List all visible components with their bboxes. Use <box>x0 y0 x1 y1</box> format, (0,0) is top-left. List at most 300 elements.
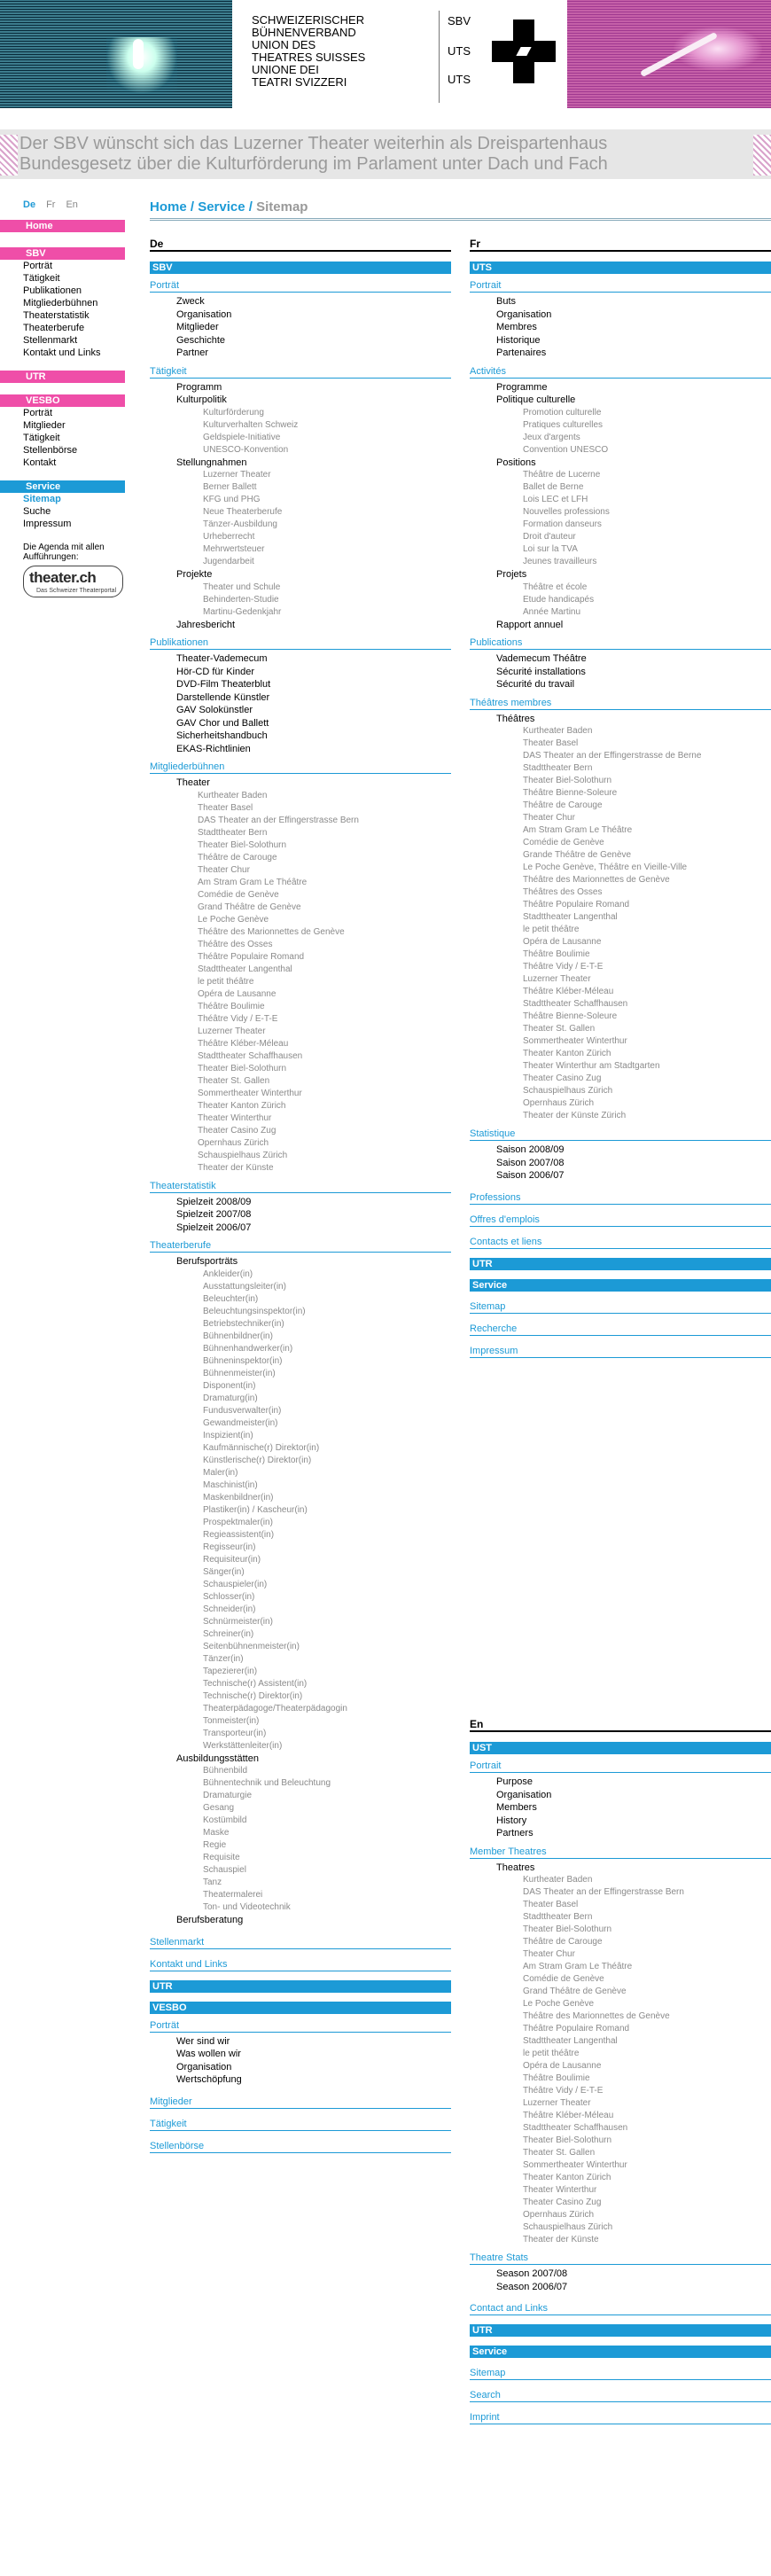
sitemap-sublink[interactable]: Am Stram Gram Le Théâtre <box>198 877 308 887</box>
sitemap-sublink[interactable]: Théâtre de Carouge <box>198 852 277 863</box>
sitemap-sublink[interactable]: Grande Théâtre de Genève <box>523 850 632 860</box>
sitemap-link[interactable]: Organisation <box>176 308 232 320</box>
sidebar-item[interactable]: Stellenbörse <box>23 445 78 456</box>
sitemap-sublink[interactable]: Kulturförderung <box>203 407 264 418</box>
sidebar-item[interactable]: Mitgliederbühnen <box>23 298 98 308</box>
sitemap-link[interactable]: EKAS-Richtlinien <box>176 743 251 754</box>
sidebar-item[interactable]: Mitglieder <box>23 420 66 431</box>
sitemap-sublink[interactable]: Théâtre Bienne-Soleure <box>523 1011 618 1021</box>
sidebar-item[interactable]: Tätigkeit <box>23 273 60 284</box>
sitemap-sublink[interactable]: Luzerner Theater <box>523 974 591 984</box>
sidebar-item[interactable]: Impressum <box>23 519 72 529</box>
sitemap-sublink[interactable]: Luzerner Theater <box>203 470 271 480</box>
sitemap-sublink[interactable]: Am Stram Gram Le Théâtre <box>523 1962 633 1971</box>
sitemap-link[interactable]: Wer sind wir <box>176 2035 230 2047</box>
sitemap-sublink[interactable]: Theater und Schule <box>203 582 281 592</box>
sitemap-sublink[interactable]: Théâtre Populaire Romand <box>523 2024 630 2033</box>
sitemap-sublink[interactable]: Tanz <box>203 1877 222 1887</box>
breadcrumb-service[interactable]: Service <box>198 199 245 215</box>
breadcrumb-home[interactable]: Home <box>150 199 187 215</box>
sitemap-sublink[interactable]: Le Poche Genève <box>523 1999 595 2009</box>
sitemap-sublink[interactable]: Maskenbildner(in) <box>203 1492 274 1503</box>
sitemap-sublink[interactable]: Stadttheater Bern <box>523 763 593 773</box>
sitemap-sublink[interactable]: Behinderten-Studie <box>203 594 279 605</box>
sitemap-sublink[interactable]: Theater Basel <box>523 738 579 748</box>
sidebar-vesbo-header[interactable]: VESBO <box>0 394 125 407</box>
sitemap-sublink[interactable]: Théâtre Populaire Romand <box>523 900 630 909</box>
sitemap-sublink[interactable]: Bühnenhandwerker(in) <box>203 1343 293 1354</box>
sitemap-sublink[interactable]: Betriebstechniker(in) <box>203 1318 284 1329</box>
sitemap-sublink[interactable]: Plastiker(in) / Kascheur(in) <box>203 1504 308 1515</box>
sitemap-subsection[interactable]: Kontakt und Links <box>150 1958 451 1971</box>
news-banner[interactable] <box>0 129 771 179</box>
sitemap-sublink[interactable]: Maler(in) <box>203 1467 238 1478</box>
sitemap-link[interactable]: Season 2007/08 <box>496 2268 568 2279</box>
sitemap-subsection[interactable]: Sitemap <box>470 1300 771 1314</box>
sitemap-sublink[interactable]: Theater Casino Zug <box>198 1125 276 1136</box>
sitemap-sublink[interactable]: Theater Chur <box>523 1949 575 1959</box>
theater-ch-logo[interactable] <box>23 566 123 597</box>
sitemap-sublink[interactable]: Stadttheater Bern <box>523 1912 593 1922</box>
sitemap-link[interactable]: GAV Chor und Ballett <box>176 717 269 729</box>
sitemap-link[interactable]: Jahresbericht <box>176 619 236 630</box>
sitemap-sublink[interactable]: Theater St. Gallen <box>198 1075 270 1086</box>
lang-en[interactable]: En <box>66 199 78 210</box>
sitemap-sublink[interactable]: Theater Kanton Zürich <box>523 2173 611 2182</box>
sitemap-sublink[interactable]: Technische(r) Assistent(in) <box>203 1678 308 1689</box>
sitemap-sublink[interactable]: Théâtre Kléber-Méleau <box>523 2111 614 2120</box>
sitemap-sublink[interactable]: Theatermalerei <box>203 1890 263 1900</box>
sitemap-subsection[interactable]: Portrait <box>470 279 771 293</box>
sitemap-sublink[interactable]: Berner Ballett <box>203 482 257 492</box>
sitemap-section[interactable]: VESBO <box>150 2002 451 2014</box>
sitemap-sublink[interactable]: Stadttheater Schaffhausen <box>523 2123 628 2133</box>
sitemap-sublink[interactable]: Theater der Künste <box>523 2235 599 2244</box>
sitemap-subsection[interactable]: Theatre Stats <box>470 2252 771 2265</box>
sitemap-sublink[interactable]: Comédie de Genève <box>523 838 604 847</box>
sitemap-link[interactable]: Theater <box>176 777 210 788</box>
sitemap-section[interactable]: UST <box>470 1742 771 1754</box>
sitemap-sublink[interactable]: Schneider(in) <box>203 1604 256 1614</box>
sitemap-link[interactable]: Membres <box>496 322 537 332</box>
org-line: THEATRES SUISSES <box>252 51 366 64</box>
sitemap-sublink[interactable]: Théâtre de Carouge <box>523 1937 603 1947</box>
sitemap-sublink[interactable]: Kurtheater Baden <box>198 790 268 800</box>
swiss-cross-logo[interactable] <box>492 20 556 83</box>
sitemap-sublink[interactable]: Sommertheater Winterthur <box>198 1088 302 1098</box>
sidebar-item[interactable]: Kontakt und Links <box>23 347 101 358</box>
sitemap-sublink[interactable]: Theater Kanton Zürich <box>523 1049 611 1058</box>
sitemap-sublink[interactable]: Theater Kanton Zürich <box>198 1100 286 1111</box>
sitemap-link[interactable]: Programme <box>496 381 548 393</box>
sitemap-sublink[interactable]: Theater Winterthur <box>198 1112 272 1123</box>
sitemap-sublink[interactable]: Am Stram Gram Le Théâtre <box>523 825 633 835</box>
sitemap-sublink[interactable]: KFG und PHG <box>203 495 261 504</box>
sitemap-sublink[interactable]: Année Martinu <box>523 606 581 617</box>
sitemap-sublink[interactable]: Théâtre Populaire Romand <box>198 951 305 962</box>
sitemap-sublink[interactable]: Gewandmeister(in) <box>203 1417 278 1428</box>
sitemap-sublink[interactable]: Seitenbühnenmeister(in) <box>203 1641 300 1651</box>
sitemap-sublink[interactable]: Transporteur(in) <box>203 1728 267 1738</box>
sitemap-sublink[interactable]: Theater Chur <box>523 813 575 823</box>
sitemap-sublink[interactable]: Théâtres des Osses <box>523 887 603 897</box>
sitemap-sublink[interactable]: Ausstattungsleiter(in) <box>203 1281 286 1292</box>
sitemap-sublink[interactable]: Sommertheater Winterthur <box>523 2160 627 2170</box>
sitemap-sublink[interactable]: Grand Théâtre de Genève <box>523 1987 627 1996</box>
sitemap-link[interactable]: Wertschöpfung <box>176 2074 242 2085</box>
sitemap-link[interactable]: Historique <box>496 334 541 346</box>
sitemap-sublink[interactable]: Theater Casino Zug <box>523 2197 602 2207</box>
sitemap-subsection[interactable]: Contact and Links <box>470 2302 771 2315</box>
sitemap-sublink[interactable]: Bühnenbildner(in) <box>203 1331 273 1341</box>
sitemap-subsection[interactable]: Tätigkeit <box>150 2118 451 2131</box>
sitemap-subsection[interactable]: Mitgliederbühnen <box>150 761 451 774</box>
sitemap-subsection[interactable]: Sitemap <box>470 2367 771 2380</box>
sitemap-link[interactable]: Organisation <box>496 1789 552 1800</box>
sitemap-subsection[interactable]: Tätigkeit <box>150 365 451 379</box>
sitemap-link[interactable]: Saison 2006/07 <box>496 1170 565 1181</box>
sitemap-sublink[interactable]: Neue Theaterberufe <box>203 507 283 517</box>
sitemap-sublink[interactable]: Regisseur(in) <box>203 1542 256 1552</box>
sitemap-link[interactable]: Vademecum Théâtre <box>496 653 587 664</box>
sitemap-link[interactable]: Geschichte <box>176 334 226 346</box>
sitemap-sublink[interactable]: Pratiques culturelles <box>523 419 604 430</box>
sitemap-sublink[interactable]: Promotion culturelle <box>523 407 602 418</box>
sitemap-sublink[interactable]: Theater Biel-Solothurn <box>523 776 612 785</box>
sitemap-link[interactable]: Spielzeit 2007/08 <box>176 1209 252 1220</box>
sitemap-sublink[interactable]: Gesang <box>203 1803 235 1813</box>
sitemap-sublink[interactable]: Prospektmaler(in) <box>203 1517 273 1527</box>
sitemap-link[interactable]: DVD-Film Theaterblut <box>176 679 271 690</box>
sitemap-link[interactable]: Positions <box>496 457 536 468</box>
sitemap-sublink[interactable]: Theaterpädagoge/Theaterpädagogin <box>203 1703 347 1713</box>
sitemap-sublink[interactable]: Loi sur la TVA <box>523 544 578 554</box>
sitemap-sublink[interactable]: Jugendarbeit <box>203 557 254 566</box>
lang-fr[interactable]: Fr <box>46 199 56 210</box>
sitemap-sublink[interactable]: Tänzer-Ausbildung <box>203 519 277 529</box>
sitemap-link[interactable]: History <box>496 1815 527 1826</box>
sitemap-sublink[interactable]: Requisiteur(in) <box>203 1554 261 1565</box>
sitemap-sublink[interactable]: Lois LEC et LFH <box>523 495 588 504</box>
sitemap-sublink[interactable]: Nouvelles professions <box>523 507 610 517</box>
sitemap-sublink[interactable]: Formation danseurs <box>523 519 602 529</box>
sitemap-sublink[interactable]: Theater St. Gallen <box>523 2148 596 2158</box>
sitemap-sublink[interactable]: Stadttheater Schaffhausen <box>198 1050 303 1061</box>
sitemap-link[interactable]: Sicherheitshandbuch <box>176 730 268 741</box>
sitemap-link[interactable]: Zweck <box>176 296 205 307</box>
sitemap-sublink[interactable]: Théâtre des Marionnettes de Genève <box>198 926 345 937</box>
sitemap-sublink[interactable]: le petit théâtre <box>198 976 254 987</box>
sitemap-sublink[interactable]: Théâtre Kléber-Méleau <box>198 1038 289 1049</box>
sitemap-sublink[interactable]: DAS Theater an der Effingerstrasse de Berne <box>523 751 702 761</box>
sidebar-item[interactable]: Publikationen <box>23 285 82 296</box>
sitemap-link[interactable]: Members <box>496 1802 537 1813</box>
sitemap-link[interactable]: Ausbildungsstätten <box>176 1752 259 1764</box>
sitemap-link[interactable]: Purpose <box>496 1776 533 1787</box>
sitemap-section[interactable]: UTS <box>470 262 771 274</box>
sitemap-sublink[interactable]: Comédie de Genève <box>198 889 279 900</box>
sidebar-item[interactable]: Kontakt <box>23 457 57 468</box>
lang-de[interactable]: De <box>23 199 36 210</box>
sitemap-subsection[interactable]: Portrait <box>470 1760 771 1773</box>
sitemap-sublink[interactable]: le petit théâtre <box>523 2049 580 2058</box>
sitemap-sublink[interactable]: Théâtre des Marionnettes de Genève <box>523 875 670 885</box>
sitemap-sublink[interactable]: Sänger(in) <box>203 1566 245 1577</box>
sitemap-subsection[interactable]: Publications <box>470 636 771 650</box>
sidebar-item[interactable]: Porträt <box>23 408 53 418</box>
sitemap-subsection[interactable]: Porträt <box>150 279 451 293</box>
sitemap-link[interactable]: Projets <box>496 569 527 580</box>
sitemap-sublink[interactable]: Schlosser(in) <box>203 1591 255 1602</box>
sitemap-sublink[interactable]: Theater Winterthur <box>523 2185 597 2195</box>
sitemap-link[interactable]: Kulturpolitik <box>176 394 227 405</box>
sitemap-subsection[interactable]: Stellenmarkt <box>150 1936 451 1949</box>
sitemap-sublink[interactable]: Beleuchter(in) <box>203 1293 259 1304</box>
sitemap-sublink[interactable]: Maschinist(in) <box>203 1479 258 1490</box>
sitemap-link[interactable]: Théâtres <box>496 713 535 724</box>
sitemap-link[interactable]: Saison 2007/08 <box>496 1157 565 1168</box>
sitemap-sublink[interactable]: Stadttheater Langenthal <box>523 2036 618 2046</box>
sitemap-sublink[interactable]: Regie <box>203 1840 227 1850</box>
sitemap-sublink[interactable]: Etude handicapés <box>523 594 595 605</box>
sitemap-link[interactable]: Spielzeit 2008/09 <box>176 1196 252 1207</box>
sitemap-sublink[interactable]: Theater St. Gallen <box>523 1024 596 1034</box>
sitemap-sublink[interactable]: DAS Theater an der Effingerstrasse Bern <box>198 815 359 825</box>
sitemap-subsection[interactable]: Contacts et liens <box>470 1236 771 1249</box>
sitemap-sublink[interactable]: Théâtre Vidy / E-T-E <box>523 2086 604 2096</box>
sitemap-sublink[interactable]: Le Poche Genève <box>198 914 269 925</box>
sitemap-sublink[interactable]: Inspizient(in) <box>203 1430 253 1440</box>
sitemap-sublink[interactable]: Convention UNESCO <box>523 444 609 455</box>
sitemap-link[interactable]: Saison 2008/09 <box>496 1144 565 1155</box>
sitemap-sublink[interactable]: Théâtre Vidy / E-T-E <box>523 962 604 972</box>
sitemap-sublink[interactable]: Requisite <box>203 1853 240 1862</box>
sitemap-sublink[interactable]: Kulturverhalten Schweiz <box>203 419 299 430</box>
sitemap-subsection[interactable]: Publikationen <box>150 636 451 650</box>
sitemap-sublink[interactable]: le petit théâtre <box>523 925 580 934</box>
sidebar-sbv-header[interactable]: SBV <box>0 247 125 260</box>
sitemap-sublink[interactable]: Bühnentechnik und Beleuchtung <box>203 1778 331 1788</box>
sitemap-sublink[interactable]: Schreiner(in) <box>203 1628 254 1639</box>
sitemap-sublink[interactable]: Disponent(in) <box>203 1380 256 1391</box>
sitemap-link[interactable]: Theatres <box>496 1862 535 1873</box>
sitemap-sublink[interactable]: Bühnenbild <box>203 1766 248 1776</box>
sitemap-subsection[interactable]: Theaterberufe <box>150 1239 451 1253</box>
sitemap-section[interactable]: UTR <box>150 1980 451 1993</box>
sitemap-link[interactable]: Theater-Vademecum <box>176 653 268 664</box>
sitemap-sublink[interactable]: Théâtre des Osses <box>198 939 273 949</box>
sitemap-sublink[interactable]: Théâtre Bienne-Soleure <box>523 788 618 798</box>
sitemap-sublink[interactable]: Sommertheater Winterthur <box>523 1036 627 1046</box>
sitemap-sublink[interactable]: Stadttheater Langenthal <box>523 912 618 922</box>
sitemap-sublink[interactable]: Schauspielhaus Zürich <box>523 1086 613 1096</box>
sitemap-sublink[interactable]: Maske <box>203 1828 230 1838</box>
sitemap-sublink[interactable]: Theater Biel-Solothurn <box>198 839 287 850</box>
sitemap-subsection[interactable]: Activités <box>470 365 771 379</box>
sitemap-link[interactable]: Partner <box>176 347 209 358</box>
sidebar-item[interactable]: Suche <box>23 506 51 517</box>
sitemap-subsection[interactable]: Professions <box>470 1191 771 1205</box>
sitemap-sublink[interactable]: Luzerner Theater <box>523 2098 591 2108</box>
sitemap-link[interactable]: Spielzeit 2006/07 <box>176 1222 252 1233</box>
sitemap-sublink[interactable]: Théâtre Vidy / E-T-E <box>198 1013 278 1024</box>
sitemap-sublink[interactable]: Ballet de Berne <box>523 482 584 492</box>
sitemap-sublink[interactable]: Stadttheater Langenthal <box>198 964 292 974</box>
sitemap-sublink[interactable]: Theater Chur <box>198 864 250 875</box>
sitemap-link[interactable]: Mitglieder <box>176 322 219 332</box>
sitemap-subsection[interactable]: Offres d'emplois <box>470 1214 771 1227</box>
sitemap-link[interactable]: GAV Solokünstler <box>176 705 253 715</box>
sitemap-sublink[interactable]: Bühnenmeister(in) <box>203 1368 276 1378</box>
sitemap-sublink[interactable]: Théâtre Kléber-Méleau <box>523 987 614 996</box>
sitemap-subsection[interactable]: Théâtres membres <box>470 697 771 710</box>
sitemap-subsection[interactable]: Statistique <box>470 1128 771 1141</box>
sitemap-section[interactable]: SBV <box>150 262 451 274</box>
sitemap-subsection[interactable]: Member Theatres <box>470 1846 771 1859</box>
sitemap-section[interactable]: Service <box>470 1279 771 1292</box>
sitemap-sublink[interactable]: Grand Théâtre de Genève <box>198 902 301 912</box>
sitemap-link[interactable]: Was wollen wir <box>176 2049 241 2059</box>
sitemap-sublink[interactable]: Theater Biel-Solothurn <box>198 1063 287 1073</box>
sitemap-sublink[interactable]: Luzerner Theater <box>198 1026 266 1036</box>
sitemap-subsection[interactable]: Mitglieder <box>150 2096 451 2109</box>
sitemap-sublink[interactable]: Tapezierer(in) <box>203 1666 258 1676</box>
sidebar-home[interactable]: Home <box>0 220 125 232</box>
sitemap-link[interactable]: Partners <box>496 1828 533 1838</box>
sitemap-subsection[interactable]: Theaterstatistik <box>150 1180 451 1193</box>
banner-headline[interactable]: Bundesgesetz über die Kulturförderung im Parlament unter Dach und Fach <box>19 154 608 174</box>
sitemap-sublink[interactable]: Opéra de Lausanne <box>198 988 276 999</box>
theater-ch-name: theater.ch <box>29 569 97 586</box>
sitemap-link[interactable]: Berufsberatung <box>176 1915 244 1925</box>
sitemap-sublink[interactable]: Theater Basel <box>523 1900 579 1909</box>
sitemap-sublink[interactable]: Théâtre Boulimie <box>523 2073 590 2083</box>
sitemap-sublink[interactable]: Théâtre de Lucerne <box>523 470 601 480</box>
sitemap-sublink[interactable]: Theater Biel-Solothurn <box>523 1924 612 1934</box>
sitemap-sublink[interactable]: Tänzer(in) <box>203 1653 244 1664</box>
sitemap-link[interactable]: Sécurité du travail <box>496 679 575 690</box>
sitemap-subsection[interactable]: Stellenbörse <box>150 2140 451 2153</box>
sitemap-sublink[interactable]: Theater Basel <box>198 802 253 813</box>
sitemap-sublink[interactable]: Opéra de Lausanne <box>523 2061 602 2071</box>
sitemap-link[interactable]: Politique culturelle <box>496 394 576 405</box>
sitemap-sublink[interactable]: Opernhaus Zürich <box>198 1137 269 1148</box>
sitemap-sublink[interactable]: Jeux d'argents <box>523 432 580 442</box>
sitemap-sublink[interactable]: Technische(r) Direktor(in) <box>203 1690 303 1701</box>
sidebar-item[interactable]: Porträt <box>23 261 53 271</box>
sidebar-service-header[interactable]: Service <box>0 480 125 493</box>
sitemap-subsection[interactable]: Porträt <box>150 2019 451 2033</box>
sidebar-item[interactable]: Theaterberufe <box>23 323 85 333</box>
sidebar-item[interactable]: Stellenmarkt <box>23 335 78 346</box>
sitemap-link[interactable]: Darstellende Künstler <box>176 691 270 703</box>
sitemap-sublink[interactable]: Théâtre Boulimie <box>523 949 590 959</box>
sitemap-sublink[interactable]: Schnürmeister(in) <box>203 1616 273 1627</box>
sitemap-sublink[interactable]: Ton- und Videotechnik <box>203 1902 291 1912</box>
sitemap-sublink[interactable]: Opernhaus Zürich <box>523 2210 595 2220</box>
banner-headline[interactable]: Der SBV wünscht sich das Luzerner Theater weiterhin als Dreispartenhaus <box>19 134 608 153</box>
sitemap-sublink[interactable]: Le Poche Genève, Théâtre en Vieille-Ville <box>523 863 688 872</box>
sitemap-sublink[interactable]: Kaufmännische(r) Direktor(in) <box>203 1442 320 1453</box>
sitemap-sublink[interactable]: Schauspieler(in) <box>203 1579 268 1589</box>
sitemap-sublink[interactable]: Theater Biel-Solothurn <box>523 2135 612 2145</box>
sitemap-section[interactable]: UTR <box>470 2324 771 2337</box>
sitemap-sublink[interactable]: Kurtheater Baden <box>523 1875 593 1885</box>
sitemap-link[interactable]: Hör-CD für Kinder <box>176 666 255 677</box>
sidebar-item[interactable]: Theaterstatistik <box>23 310 90 321</box>
sitemap-sublink[interactable]: Opernhaus Zürich <box>523 1098 595 1108</box>
sitemap-link[interactable]: Projekte <box>176 569 213 580</box>
sitemap-sublink[interactable]: Geldspiele-Initiative <box>203 432 281 442</box>
sitemap-subsection[interactable]: Recherche <box>470 1323 771 1336</box>
sitemap-link[interactable]: Partenaires <box>496 347 547 358</box>
sitemap-link[interactable]: Organisation <box>496 308 552 320</box>
sitemap-sublink[interactable]: Urheberrecht <box>203 532 255 542</box>
sidebar-utr-header[interactable]: UTR <box>0 371 125 383</box>
sitemap-sublink[interactable]: Bühneninspektor(in) <box>203 1355 283 1366</box>
sitemap-sublink[interactable]: Künstlerische(r) Direktor(in) <box>203 1455 312 1465</box>
sitemap-sublink[interactable]: Theater der Künste Zürich <box>523 1111 627 1120</box>
sitemap-sublink[interactable]: Theater Winterthur am Stadtgarten <box>523 1061 660 1071</box>
sitemap-section[interactable]: Service <box>470 2346 771 2358</box>
sitemap-sublink[interactable]: Regieassistent(in) <box>203 1529 275 1540</box>
sitemap-link[interactable]: Programm <box>176 381 222 393</box>
sitemap-sublink[interactable]: Dramaturgie <box>203 1791 253 1800</box>
sitemap-sublink[interactable]: Theater Casino Zug <box>523 1073 602 1083</box>
sitemap-sublink[interactable]: Werkstättenleiter(in) <box>203 1740 283 1751</box>
sitemap-sublink[interactable]: Opéra de Lausanne <box>523 937 602 947</box>
sitemap-link[interactable]: Berufsporträts <box>176 1256 238 1267</box>
sitemap-sublink[interactable]: Schauspielhaus Zürich <box>198 1150 288 1160</box>
sitemap-link[interactable]: Rapport annuel <box>496 619 564 630</box>
sitemap-sublink[interactable]: Tonmeister(in) <box>203 1715 260 1726</box>
sitemap-sublink[interactable]: Stadttheater Bern <box>198 827 268 838</box>
sitemap-sublink[interactable]: Jeunes travailleurs <box>523 557 597 566</box>
sitemap-sublink[interactable]: Beleuchtungsinspektor(in) <box>203 1306 306 1316</box>
sitemap-sublink[interactable]: Kostümbild <box>203 1815 247 1825</box>
sitemap-sublink[interactable]: Droit d'auteur <box>523 532 576 542</box>
sitemap-sublink[interactable]: Comédie de Genève <box>523 1974 604 1984</box>
sitemap-link[interactable]: Sécurité installations <box>496 666 586 677</box>
sidebar-item[interactable]: Tätigkeit <box>23 433 60 443</box>
sitemap-sublink[interactable]: Ankleider(in) <box>203 1268 253 1279</box>
sidebar-item-sitemap[interactable]: Sitemap <box>23 494 61 504</box>
sitemap-sublink[interactable]: Kurtheater Baden <box>523 726 593 736</box>
sitemap-sublink[interactable]: Dramaturg(in) <box>203 1393 258 1403</box>
sitemap-sublink[interactable]: UNESCO-Konvention <box>203 444 289 455</box>
sitemap-sublink[interactable]: Theater der Künste <box>198 1162 274 1173</box>
sitemap-sublink[interactable]: Théâtre de Carouge <box>523 800 603 810</box>
sitemap-sublink[interactable]: Schauspielhaus Zürich <box>523 2222 613 2232</box>
sitemap-sublink[interactable]: Fundusverwalter(in) <box>203 1405 282 1416</box>
sitemap-sublink[interactable]: Martinu-Gedenkjahr <box>203 606 282 617</box>
sitemap-link[interactable]: Buts <box>496 296 517 307</box>
sitemap-link[interactable]: Organisation <box>176 2061 232 2073</box>
sitemap-sublink[interactable]: DAS Theater an der Effingerstrasse Bern <box>523 1887 684 1897</box>
sitemap-sublink[interactable]: Schauspiel <box>203 1865 246 1875</box>
sitemap-sublink[interactable]: Stadttheater Schaffhausen <box>523 999 628 1009</box>
sitemap-sublink[interactable]: Théâtre Boulimie <box>198 1001 265 1011</box>
sitemap-sublink[interactable]: Théâtre des Marionnettes de Genève <box>523 2011 670 2021</box>
sitemap-link[interactable]: Season 2006/07 <box>496 2281 568 2292</box>
sitemap-subsection[interactable]: Impressum <box>470 1345 771 1358</box>
sitemap-link[interactable]: Stellungnahmen <box>176 457 247 468</box>
sitemap-subsection[interactable]: Imprint <box>470 2411 771 2424</box>
sitemap-sublink[interactable]: Mehrwertsteuer <box>203 544 265 554</box>
sitemap-sublink[interactable]: Théâtre et école <box>523 582 588 592</box>
sitemap-subsection[interactable]: Search <box>470 2389 771 2402</box>
sitemap-section[interactable]: UTR <box>470 1258 771 1270</box>
